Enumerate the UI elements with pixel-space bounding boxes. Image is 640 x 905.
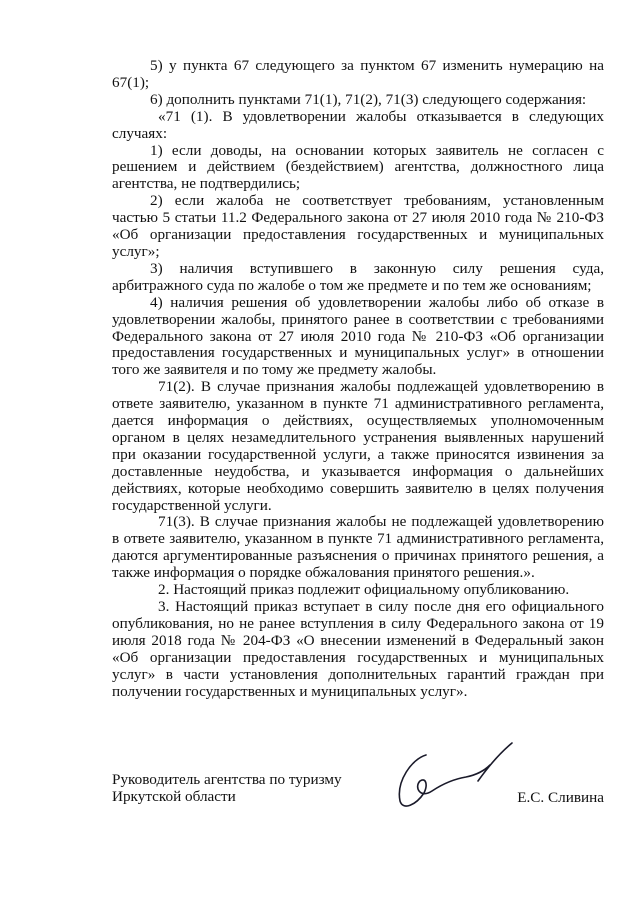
paragraph-71-2: 71(2). В случае признания жалобы подлежащей удовлетворению в ответе заявителю, указанном в пункте 71 административного регламента, дается информация о действиях, осуществляемых уполномоченным органом в целях незамедлительного устранения выявленных нарушений при оказании государственной услуги, а также приносятся извинения за доставленные неудобства, и указывается информация о дальнейших действиях, которые необходимо совершить заявителю в целях получения государственной услуги. bbox=[112, 378, 604, 514]
paragraph-item-6: 6) дополнить пунктами 71(1), 71(2), 71(3) следующего содержания: bbox=[150, 90, 587, 108]
signature-block bbox=[112, 771, 604, 805]
paragraph-reason-1: 1) если доводы, на основании которых заявитель не согласен с решением и действием (бездействием) агентства, должностного лица агентства, не подтвердились; bbox=[112, 141, 604, 193]
paragraph-order-2: 2. Настоящий приказ подлежит официальному опубликованию. bbox=[158, 581, 570, 599]
signatory-title bbox=[112, 771, 412, 805]
document-body bbox=[112, 58, 604, 700]
paragraph-reason-3: 3) наличия вступившего в законную силу решения суда, арбитражного суда по жалобе о том же предмете и по тем же основаниям; bbox=[112, 259, 604, 294]
paragraph-71-1-intro: «71 (1). В удовлетворении жалобы отказывается в следующих случаях: bbox=[112, 107, 604, 142]
paragraph-order-3: 3. Настоящий приказ вступает в силу после дня его официального опубликования, но не ранее вступления в силу Федерального закона от 19 июля 2018 года № 204-ФЗ «О внесении изменений в Федеральный закон «Об организации предоставления государственных и муниципальных услуг» в части установления дополнительных гарантий граждан при получении государственных и муниципальных услуг». bbox=[112, 598, 604, 700]
paragraph-71-3: 71(3). В случае признания жалобы не подлежащей удовлетворению в ответе заявителю, указанном в пункте 71 административного регламента, даются аргументированные разъяснения о причинах принятого решения, а также информация о порядке обжалования принятого решения.». bbox=[112, 513, 604, 582]
handwritten-signature-icon bbox=[390, 741, 520, 813]
signatory-title-line-1: Руководитель агентства по туризму bbox=[112, 771, 342, 788]
paragraph-reason-2: 2) если жалоба не соответствует требованиям, установленным частью 5 статьи 11.2 Федерального закона от 27 июля 2010 года № 210-ФЗ «Об организации предоставления государственных и муниципальных услуг»; bbox=[112, 192, 604, 260]
signatory-title-line-2: Иркутской области bbox=[112, 788, 236, 805]
signatory-name: Е.С. Сливина bbox=[517, 789, 604, 806]
paragraph-reason-4: 4) наличия решения об удовлетворении жалобы либо об отказе в удовлетворении жалобы, принятого ранее в соответствии с требованиями Федерального закона от 27 июля 2010 года № 210-ФЗ «Об организации предоставления государственных и муниципальных услуг» в отношении того же заявителя и по тому же предмету жалобы. bbox=[112, 293, 604, 379]
paragraph-item-5: 5) у пункта 67 следующего за пунктом 67 изменить нумерацию на 67(1); bbox=[112, 57, 604, 91]
